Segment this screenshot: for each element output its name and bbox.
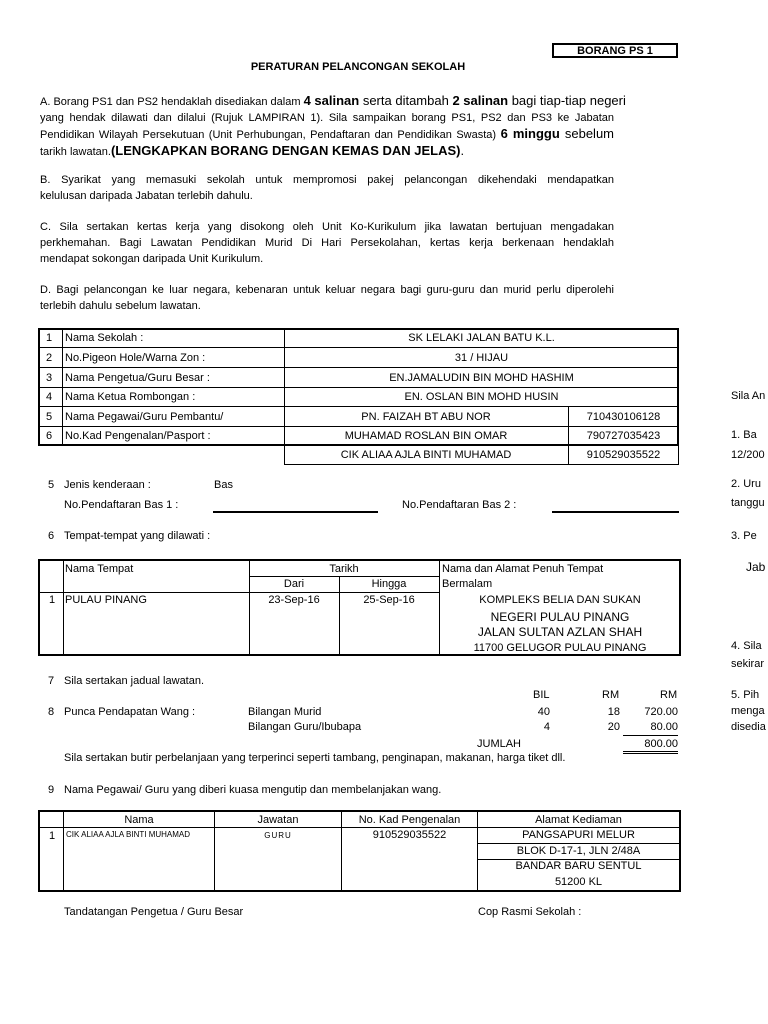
assistant-label: Nama Pegawai/Guru Pembantu/ bbox=[65, 411, 224, 423]
item-9-number: 9 bbox=[48, 784, 55, 796]
item-5-number: 5 bbox=[48, 479, 55, 491]
address-line-2: NEGERI PULAU PINANG bbox=[490, 610, 630, 624]
bus-2-label: No.Pendaftaran Bas 2 : bbox=[402, 499, 517, 511]
side-fragment: Jab bbox=[746, 560, 766, 574]
side-fragment: 2. Uru bbox=[731, 478, 761, 490]
subtotal-rule bbox=[623, 735, 678, 736]
teachers-rate: 20 bbox=[607, 721, 620, 733]
assistant-name-3: CIK ALIAA AJLA BINTI MUHAMAD bbox=[340, 449, 512, 461]
assistant-ic-3: 910529035522 bbox=[586, 449, 661, 461]
paragraph-a bbox=[40, 93, 626, 160]
students-rate: 18 bbox=[607, 706, 620, 718]
para-b-line-2: kelulusan daripada Jabatan terlebih dahulu. bbox=[40, 190, 253, 202]
para-d-line-1: D. Bagi pelancongan ke luar negara, kebenaran untuk keluar negara bagi guru-guru dan murid perlu diperolehi bbox=[40, 284, 614, 296]
row-number: 4 bbox=[46, 391, 53, 403]
table-rule bbox=[249, 576, 439, 577]
officer-address-line-1: PANGSAPURI MELUR bbox=[522, 829, 635, 841]
table-rule bbox=[38, 367, 679, 368]
officer-address-line-4: 51200 KL bbox=[554, 876, 603, 888]
students-total: 720.00 bbox=[644, 706, 678, 718]
total-rule-1 bbox=[623, 751, 678, 752]
teachers-count: 4 bbox=[543, 721, 550, 733]
date-to-value: 25-Sep-16 bbox=[363, 594, 415, 606]
assistant-ic-1: 710430106128 bbox=[586, 411, 661, 423]
group-leader-value: EN. OSLAN BIN MOHD HUSIN bbox=[404, 391, 559, 403]
item-8-number: 8 bbox=[48, 706, 55, 718]
officer-address-line-2: BLOK D-17-1, JLN 2/48A bbox=[516, 845, 641, 857]
para-a-line-1: A. Borang PS1 dan PS2 hendaklah disediakan dalam 4 salinan serta ditambah 2 salinan bagi tiap-tiap negeri bbox=[40, 93, 626, 108]
assistant-name-1: PN. FAIZAH BT ABU NOR bbox=[361, 411, 491, 423]
bus-1-label: No.Pendaftaran Bas 1 : bbox=[64, 499, 179, 511]
places-visited-label: Tempat-tempat yang dilawati : bbox=[64, 530, 211, 542]
para-c-line-2: perkhemahan. Bagi Lawatan Pendidikan Murid Di Hari Persekolahan, kertas kerja berkenaan hendaklah bbox=[40, 237, 614, 249]
row-number: 6 bbox=[46, 430, 53, 442]
col-address-header: Alamat Kediaman bbox=[535, 814, 622, 826]
table-rule bbox=[62, 328, 63, 446]
side-fragment: disedia bbox=[731, 721, 766, 733]
total-label: JUMLAH bbox=[477, 738, 522, 750]
side-fragment: 12/200 bbox=[731, 449, 765, 461]
table-rule bbox=[38, 347, 679, 348]
school-name-label: Nama Sekolah : bbox=[65, 332, 144, 344]
vehicle-type-label: Jenis kenderaan : bbox=[64, 479, 151, 491]
pigeon-hole-label: No.Pigeon Hole/Warna Zon : bbox=[65, 352, 206, 364]
schedule-label: Sila sertakan jadual lawatan. bbox=[64, 675, 205, 687]
table-rule bbox=[63, 561, 64, 654]
row-number: 2 bbox=[46, 352, 53, 364]
col-bil-header: BIL bbox=[533, 689, 550, 701]
paragraph-b bbox=[40, 172, 614, 204]
school-stamp-label: Cop Rasmi Sekolah : bbox=[478, 906, 582, 918]
para-a-line-2: yang hendak dilawati dan dilalui (Rujuk LAMPIRAN 1). Sila sampaikan borang PS1, PS2 dan PS3 ke Jabatan bbox=[40, 112, 614, 124]
row-number: 1 bbox=[49, 830, 56, 842]
income-source-label: Punca Pendapatan Wang : bbox=[64, 706, 196, 718]
officer-address-line-3: BANDAR BARU SENTUL bbox=[515, 860, 642, 872]
side-fragment: 4. Sila bbox=[731, 640, 762, 652]
bus-2-field[interactable] bbox=[552, 511, 679, 513]
vehicle-type-value: Bas bbox=[214, 479, 233, 491]
officer-name-value: CIK ALIAA AJLA BINTI MUHAMAD bbox=[66, 830, 191, 839]
side-fragment: menga bbox=[731, 705, 765, 717]
table-rule bbox=[38, 406, 679, 407]
ic-passport-label: No.Kad Pengenalan/Pasport : bbox=[65, 430, 211, 442]
page-title: PERATURAN PELANCONGAN SEKOLAH bbox=[250, 61, 466, 73]
students-label: Bilangan Murid bbox=[248, 706, 322, 718]
pigeon-hole-value: 31 / HIJAU bbox=[454, 352, 509, 364]
side-fragment: 5. Pih bbox=[731, 689, 760, 701]
principal-label: Nama Pengetua/Guru Besar : bbox=[65, 372, 210, 384]
col-name-header: Nama bbox=[124, 814, 154, 826]
table-rule bbox=[40, 827, 679, 828]
col-address-header: Nama dan Alamat Penuh Tempat bbox=[442, 563, 604, 575]
col-to-header: Hingga bbox=[371, 578, 407, 590]
item-7-number: 7 bbox=[48, 675, 55, 687]
row-number: 1 bbox=[46, 332, 53, 344]
side-fragment: 3. Pe bbox=[731, 530, 757, 542]
bus-1-field[interactable] bbox=[213, 511, 378, 513]
para-b-line-1: B. Syarikat yang memasuki sekolah untuk mempromosi pakej pelancongan dikehendaki mendapatkan bbox=[40, 174, 614, 186]
table-rule bbox=[439, 561, 440, 654]
row-number: 3 bbox=[46, 372, 53, 384]
address-line-3: JALAN SULTAN AZLAN SHAH bbox=[477, 625, 643, 639]
table-rule bbox=[38, 426, 679, 427]
place-value: PULAU PINANG bbox=[65, 594, 147, 606]
form-code-box: BORANG PS 1 bbox=[552, 43, 678, 58]
officer-position-value: GURU bbox=[264, 831, 292, 840]
table-rule bbox=[284, 328, 285, 446]
col-date-header: Tarikh bbox=[329, 563, 359, 575]
teachers-total: 80.00 bbox=[650, 721, 678, 733]
students-count: 40 bbox=[537, 706, 550, 718]
side-fragment: 1. Ba bbox=[731, 429, 757, 441]
date-from-value: 23-Sep-16 bbox=[268, 594, 320, 606]
total-value: 800.00 bbox=[644, 738, 678, 750]
col-address-header-2: Bermalam bbox=[442, 578, 493, 590]
assistant-name-2: MUHAMAD ROSLAN BIN OMAR bbox=[344, 430, 508, 442]
officer-ic-value: 910529035522 bbox=[372, 829, 447, 841]
expense-note: Sila sertakan butir perbelanjaan yang terperinci seperti tambang, penginapan, makanan, harga tiket dll. bbox=[64, 752, 566, 764]
col-rm-rate-header: RM bbox=[602, 689, 620, 701]
col-from-header: Dari bbox=[283, 578, 305, 590]
authorized-officer-table bbox=[38, 810, 681, 892]
principal-signature-label: Tandatangan Pengetua / Guru Besar bbox=[64, 906, 244, 918]
row-number: 1 bbox=[49, 594, 56, 606]
item-6-number: 6 bbox=[48, 530, 55, 542]
address-line-4: 11700 GELUGOR PULAU PINANG bbox=[473, 642, 647, 654]
table-rule bbox=[40, 592, 439, 593]
principal-value: EN.JAMALUDIN BIN MOHD HASHIM bbox=[389, 372, 574, 384]
assistant-ic-2: 790727035423 bbox=[586, 430, 661, 442]
authorized-officer-label: Nama Pegawai/ Guru yang diberi kuasa mengutip dan membelanjakan wang. bbox=[64, 784, 442, 796]
col-position-header: Jawatan bbox=[257, 814, 299, 826]
school-name-value: SK LELAKI JALAN BATU K.L. bbox=[408, 332, 555, 344]
col-ic-header: No. Kad Pengenalan bbox=[358, 814, 461, 826]
col-place-header: Nama Tempat bbox=[65, 563, 134, 575]
teachers-label: Bilangan Guru/Ibubapa bbox=[248, 721, 362, 733]
paragraph-c bbox=[40, 219, 614, 267]
para-a-line-4: tarikh lawatan.(LENGKAPKAN BORANG DENGAN KEMAS DAN JELAS). bbox=[40, 143, 465, 158]
school-info-table bbox=[38, 328, 679, 465]
group-leader-label: Nama Ketua Rombongan : bbox=[65, 391, 196, 403]
side-fragment: sekirar bbox=[731, 658, 765, 670]
paragraph-d bbox=[40, 282, 614, 314]
col-rm-total-header: RM bbox=[660, 689, 678, 701]
para-c-line-1: C. Sila sertakan kertas kerja yang disokong oleh Unit Ko-Kurikulum jika lawatan bertujuan mengadakan bbox=[40, 221, 614, 233]
total-rule-2 bbox=[623, 753, 678, 754]
table-rule bbox=[38, 387, 679, 388]
address-line-1: KOMPLEKS BELIA DAN SUKAN bbox=[479, 594, 641, 606]
table-rule bbox=[477, 843, 679, 844]
para-d-line-2: terlebih dahulu sebelum lawatan. bbox=[40, 300, 201, 312]
side-fragment: tanggu bbox=[731, 497, 765, 509]
places-table bbox=[38, 559, 681, 656]
row-number: 5 bbox=[46, 411, 53, 423]
para-a-line-3: Pendidikan Wilayah Persekutuan (Unit Perhubungan, Pendaftaran dan Pendidikan Swasta) 6 minggu sebelum bbox=[40, 126, 615, 141]
side-fragment: Sila An bbox=[731, 390, 766, 402]
para-c-line-3: mendapat sokongan daripada Unit Kurikulum. bbox=[40, 253, 264, 265]
